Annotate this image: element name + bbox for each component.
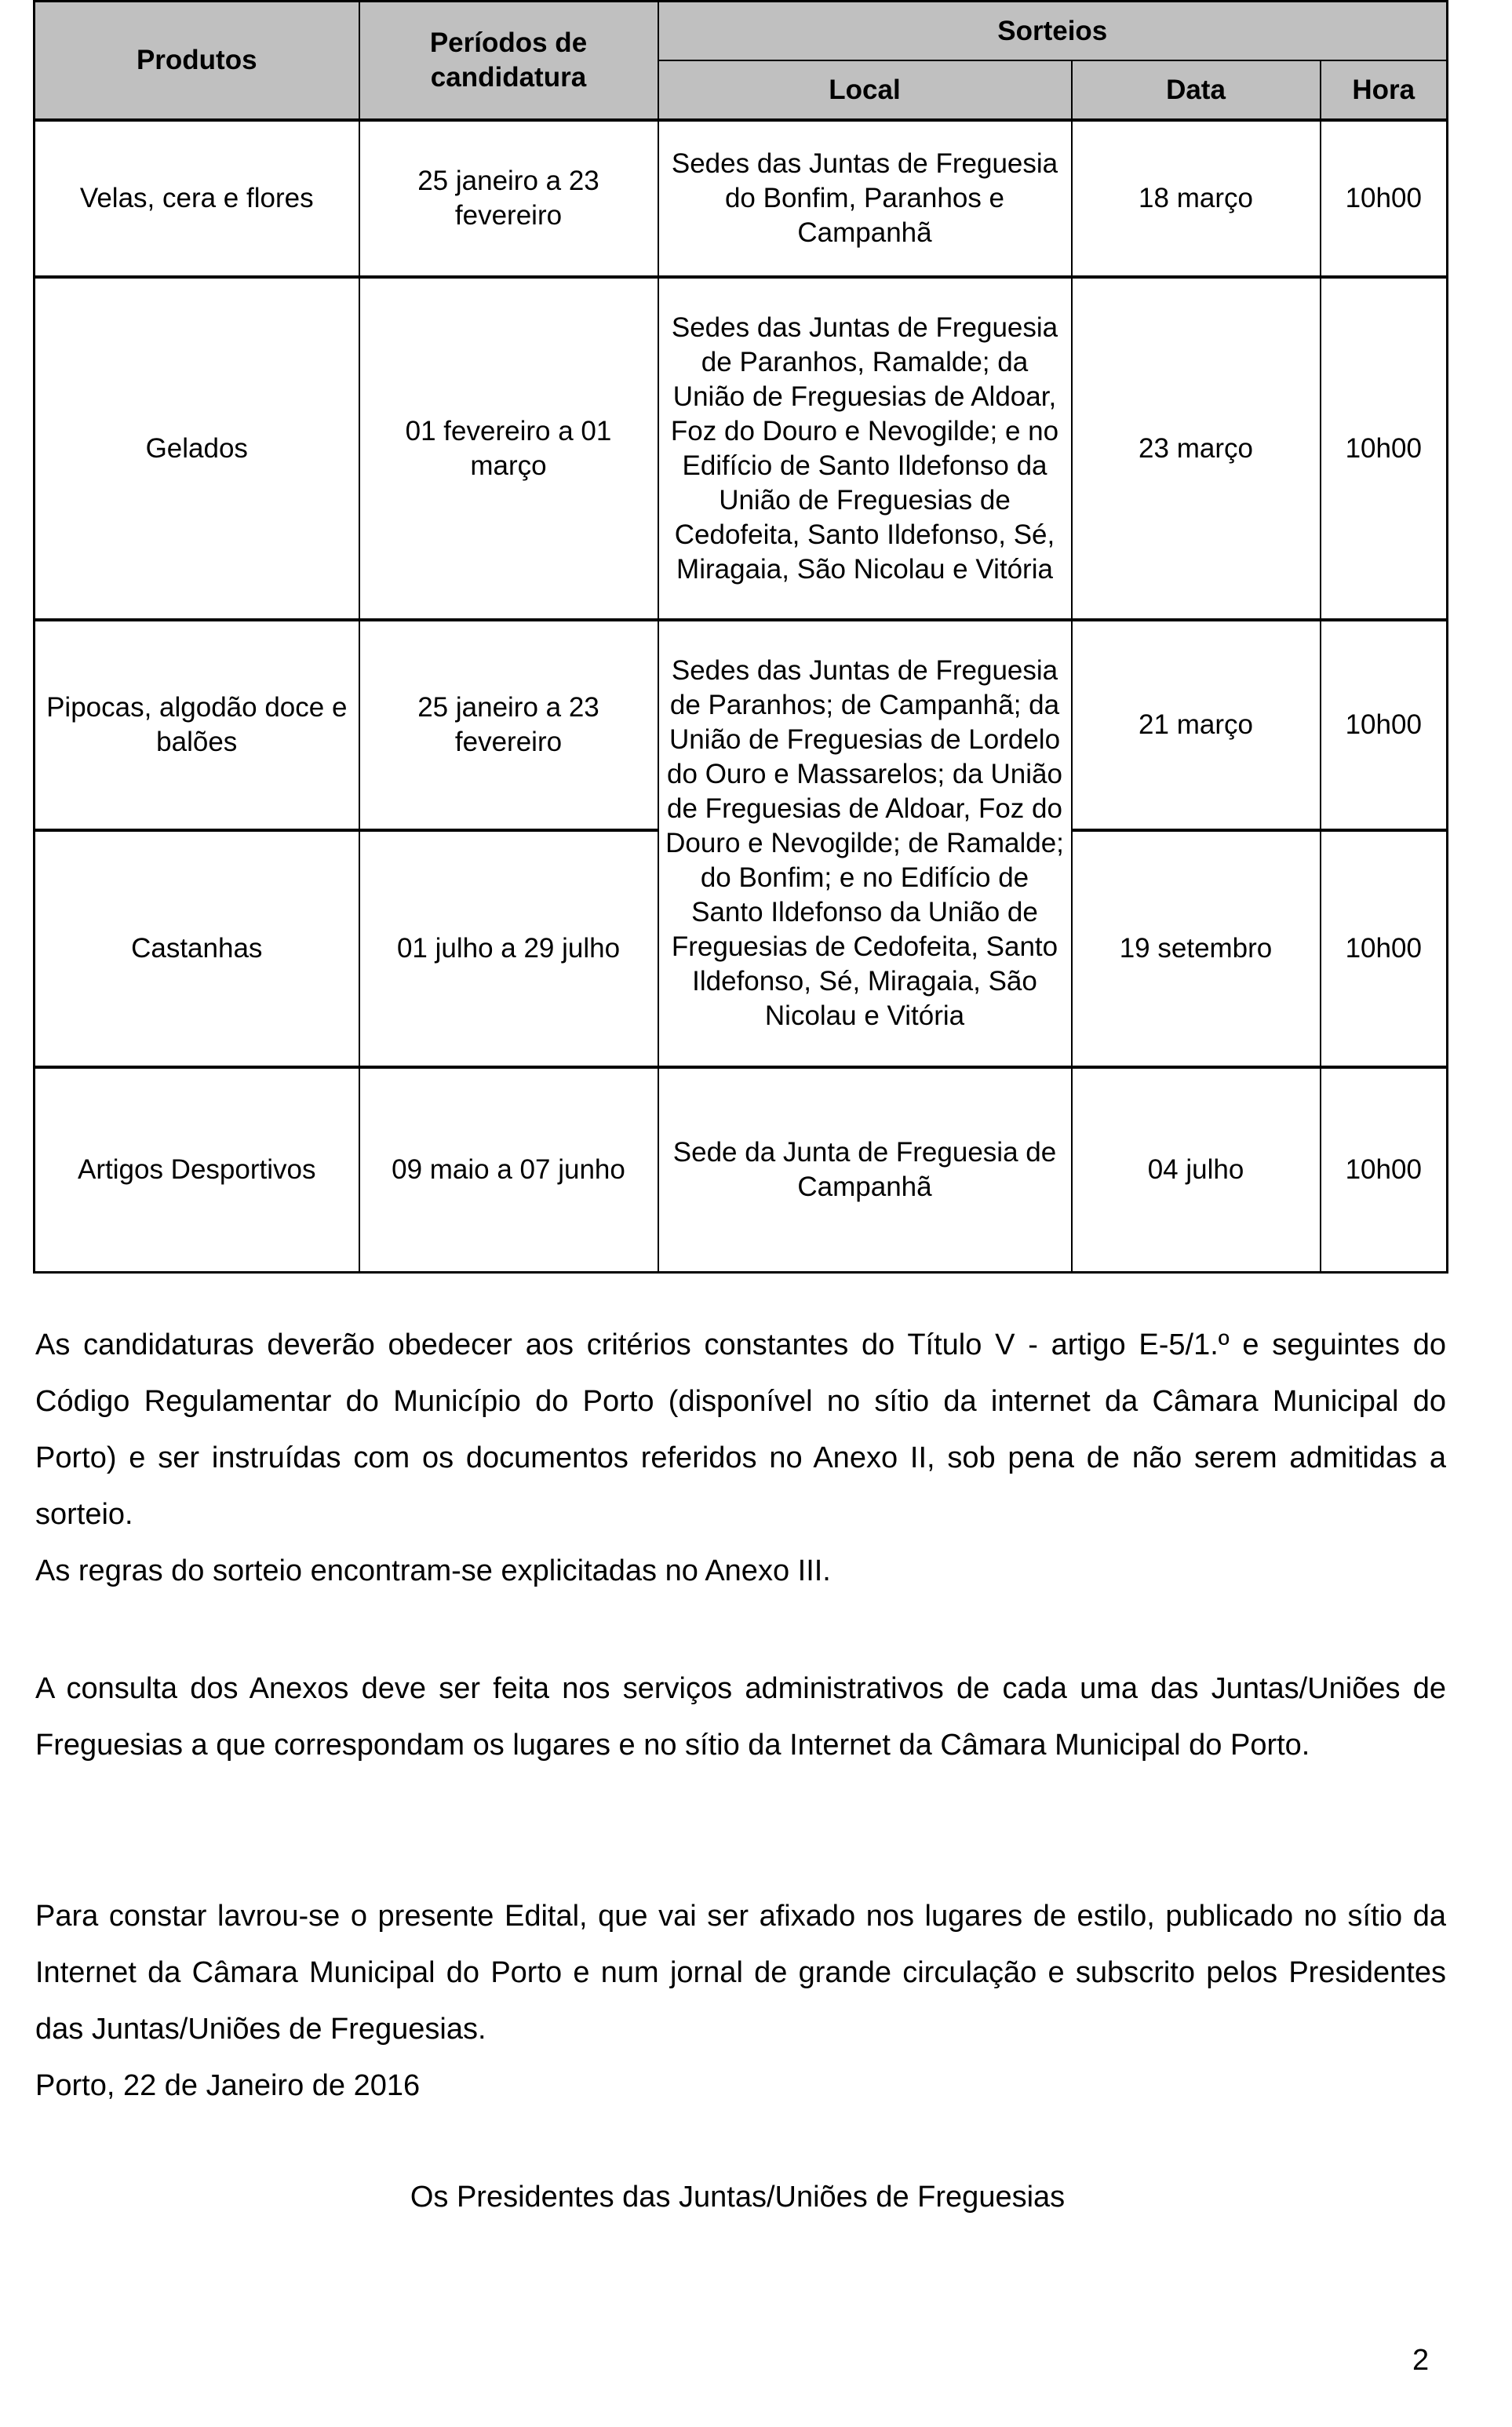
cell-produto: Artigos Desportivos bbox=[35, 1067, 359, 1273]
cell-data: 21 março bbox=[1072, 620, 1321, 830]
table-row bbox=[35, 620, 1448, 830]
cell-produto: Castanhas bbox=[35, 830, 359, 1067]
header-data: Data bbox=[1072, 60, 1321, 120]
table-row bbox=[35, 120, 1448, 277]
header-row-top bbox=[35, 2, 1448, 61]
cell-local: Sede da Junta de Freguesia de Campanhã bbox=[658, 1067, 1072, 1273]
header-sorteios: Sorteios bbox=[658, 2, 1448, 61]
paragraph-candidaturas: As candidaturas deverão obedecer aos critérios constantes do Título V - artigo E-5/1.º e seguintes do Código Regulamentar do Município do Porto (disponível no sítio da internet da Câmara Municipal do Porto) e ser instruídas com os documentos referidos no Anexo II, sob pena de não serem admitidas a sorteio. bbox=[35, 1328, 1446, 1531]
table-row bbox=[35, 277, 1448, 620]
cell-hora: 10h00 bbox=[1321, 277, 1448, 620]
cell-data: 19 setembro bbox=[1072, 830, 1321, 1067]
cell-data: 18 março bbox=[1072, 120, 1321, 277]
cell-periodo: 25 janeiro a 23 fevereiro bbox=[359, 620, 658, 830]
cell-produto: Gelados bbox=[35, 277, 359, 620]
cell-local: Sedes das Juntas de Freguesia do Bonfim, Paranhos e Campanhã bbox=[658, 120, 1072, 277]
cell-periodo: 25 janeiro a 23 fevereiro bbox=[359, 120, 658, 277]
table-row bbox=[35, 1067, 1448, 1273]
cell-data: 04 julho bbox=[1072, 1067, 1321, 1273]
cell-hora: 10h00 bbox=[1321, 120, 1448, 277]
paragraph-regras-sorteio: As regras do sorteio encontram-se explicitadas no Anexo III. bbox=[35, 1554, 831, 1587]
cell-produto: Velas, cera e flores bbox=[35, 120, 359, 277]
paragraph-consulta-anexos: A consulta dos Anexos deve ser feita nos serviços administrativos de cada uma das Juntas/Uniões de Freguesias a que correspondam os lugares e no sítio da Internet da Câmara Municipal do Porto. bbox=[35, 1672, 1446, 1762]
header-local: Local bbox=[658, 60, 1072, 120]
cell-periodo: 01 fevereiro a 01 março bbox=[359, 277, 658, 620]
page-number: 2 bbox=[1412, 2344, 1430, 2377]
cell-periodo: 01 julho a 29 julho bbox=[359, 830, 658, 1067]
date-line: Porto, 22 de Janeiro de 2016 bbox=[35, 2069, 421, 2102]
cell-hora: 10h00 bbox=[1321, 1067, 1448, 1273]
header-hora: Hora bbox=[1321, 60, 1448, 120]
cell-produto: Pipocas, algodão doce e balões bbox=[35, 620, 359, 830]
header-periodos: Períodos de candidatura bbox=[359, 2, 658, 121]
cell-hora: 10h00 bbox=[1321, 830, 1448, 1067]
cell-local: Sedes das Juntas de Freguesia de Paranhos, Ramalde; da União de Freguesias de Aldoar, Foz do Douro e Nevogilde; e no Edifício de Santo Ildefonso da União de Freguesias de Cedofeita, Santo Ildefonso, Sé, Miragaia, São Nicolau e Vitória bbox=[658, 277, 1072, 620]
cell-periodo: 09 maio a 07 junho bbox=[359, 1067, 658, 1273]
paragraph-edital: Para constar lavrou-se o presente Edital, que vai ser afixado nos lugares de estilo, publicado no sítio da Internet da Câmara Municipal do Porto e num jornal de grande circulação e subscrito pelos Presidentes das Juntas/Uniões de Freguesias. bbox=[35, 1900, 1446, 2046]
cell-local-shared: Sedes das Juntas de Freguesia de Paranhos; de Campanhã; da União de Freguesias de Lordelo do Ouro e Massarelos; da União de Freguesias de Aldoar, Foz do Douro e Nevogilde; de Ramalde; do Bonfim; e no Edifício de Santo Ildefonso da União de Freguesias de Cedofeita, Santo Ildefonso, Sé, Miragaia, São Nicolau e Vitória bbox=[658, 620, 1072, 1067]
table-header bbox=[35, 2, 1448, 121]
cell-hora: 10h00 bbox=[1321, 620, 1448, 830]
header-produtos: Produtos bbox=[35, 2, 359, 121]
cell-data: 23 março bbox=[1072, 277, 1321, 620]
signature-line: Os Presidentes das Juntas/Uniões de Freguesias bbox=[410, 2181, 1066, 2214]
sorteios-schedule-table bbox=[33, 0, 1448, 1274]
